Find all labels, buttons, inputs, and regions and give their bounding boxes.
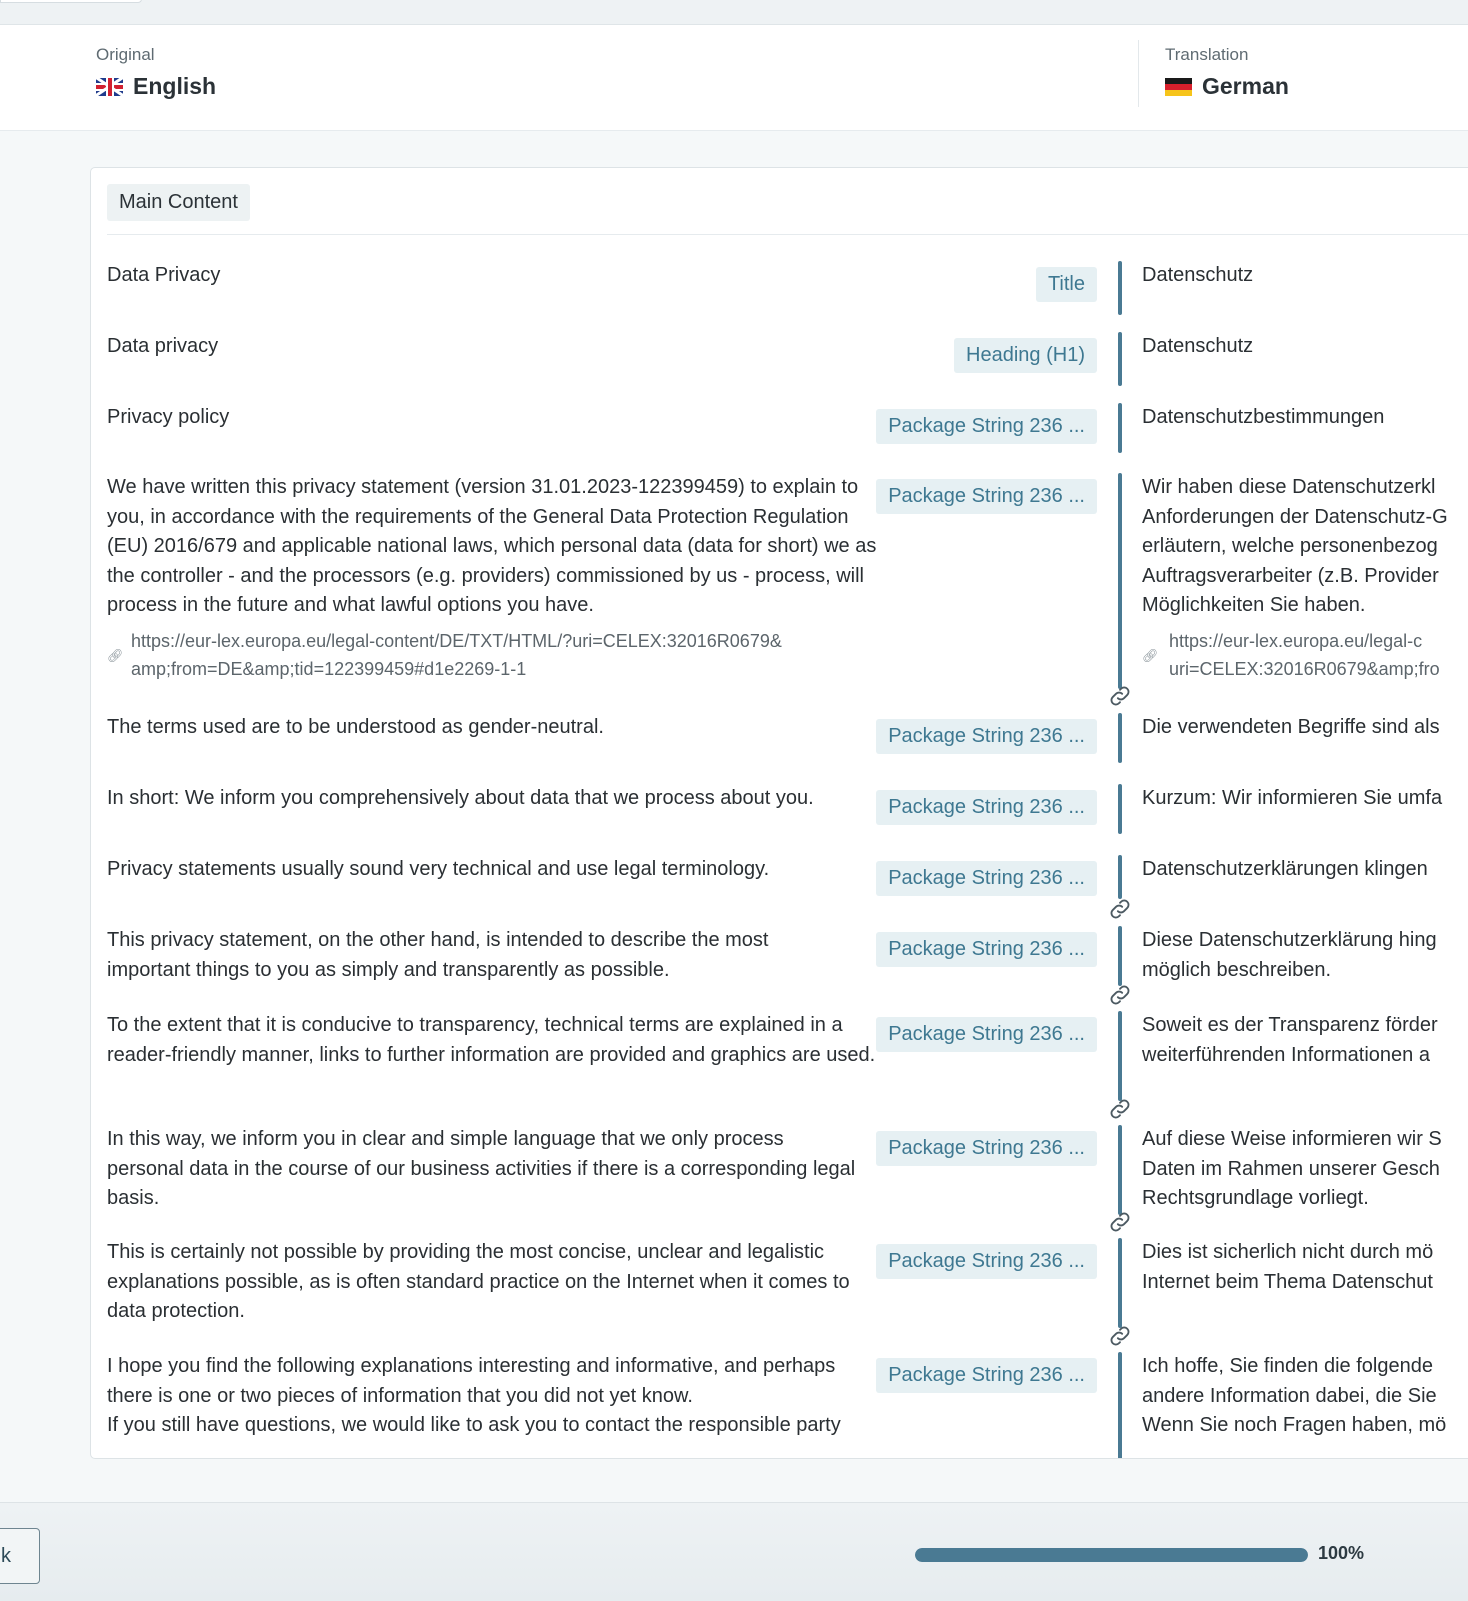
source-text (107, 1352, 877, 1441)
segment-bar (1118, 1011, 1122, 1101)
target-line: möglich beschreiben. (1142, 958, 1331, 981)
target-link-url: https://eur-lex.europa.eu/legal-c (1169, 631, 1423, 651)
target-link[interactable] (1142, 627, 1468, 683)
link-chain-icon[interactable] (1107, 896, 1133, 922)
segment-bar (1118, 1125, 1122, 1215)
target-text[interactable] (1142, 926, 1468, 985)
segment-bar (1118, 1352, 1122, 1459)
target-text[interactable]: Datenschutz (1142, 264, 1254, 286)
target-line: Dies ist sicherlich nicht durch mö (1142, 1241, 1434, 1263)
target-line: weiterführenden Informationen a (1142, 1043, 1430, 1066)
source-line: If you still have questions, we would like to ask you to contact the responsible party (107, 1414, 841, 1436)
source-text: In this way, we inform you in clear and simple language that we only process personal data in the course of our business activities if there is a corresponding legal basis. (107, 1128, 856, 1209)
segment-bar (1118, 713, 1122, 763)
top-tab-stub[interactable] (0, 0, 142, 3)
original-language (96, 45, 216, 100)
target-line: Soweit es der Transparenz förder (1142, 1014, 1438, 1036)
segment-tag: Package String 236 ... (876, 1358, 1097, 1393)
target-text[interactable]: Datenschutz (1142, 335, 1254, 357)
segment-tag: Package String 236 ... (876, 932, 1097, 967)
target-line: Rechtsgrundlage vorliegt. (1142, 1187, 1369, 1209)
original-language-name: English (133, 73, 217, 99)
target-text[interactable] (1142, 1125, 1468, 1214)
segment-tag: Package String 236 ... (876, 719, 1097, 754)
segment-tag: Package String 236 ... (876, 1244, 1097, 1279)
link-chain-icon[interactable] (1107, 1323, 1133, 1349)
link-chain-icon[interactable] (1107, 683, 1133, 709)
segment-tag: Package String 236 ... (876, 861, 1097, 896)
segment-bar (1118, 403, 1122, 453)
target-line: Möglichkeiten Sie haben. (1142, 594, 1366, 616)
segment-tag: Package String 236 ... (876, 1131, 1097, 1166)
translation-caption: Translation (1165, 45, 1249, 64)
link-chain-icon[interactable] (1107, 1209, 1133, 1235)
target-text[interactable] (1142, 1352, 1468, 1441)
target-text[interactable]: Kurzum: Wir informieren Sie umfa (1142, 787, 1443, 809)
source-text: Data Privacy (107, 264, 221, 286)
translation-language-name: German (1202, 73, 1289, 99)
original-caption: Original (96, 45, 155, 64)
target-line: Diese Datenschutzerklärung hing (1142, 929, 1437, 951)
segment-bar (1118, 332, 1122, 386)
segment-bar (1118, 784, 1122, 834)
source-text: This privacy statement, on the other hand, is intended to describe the most important things to you as simply and transparently as possible. (107, 929, 769, 981)
segment-tag: Package String 236 ... (876, 1017, 1097, 1052)
segment-list (91, 168, 1468, 1458)
top-bar (0, 0, 1468, 25)
target-text[interactable]: Die verwendeten Begriffe sind als (1142, 716, 1440, 738)
target-text[interactable] (1142, 1238, 1468, 1297)
source-text: Privacy statements usually sound very technical and use legal terminology. (107, 858, 770, 880)
link-icon: 🔗︎ (1142, 648, 1159, 663)
translation-language (1165, 45, 1289, 100)
target-line: Internet beim Thema Datenschut (1142, 1270, 1433, 1293)
source-text: This is certainly not possible by providing the most concise, unclear and legalistic explanations possible, as is often standard practice on the Internet when it comes to data protection. (107, 1241, 850, 1322)
source-text: The terms used are to be understood as gender-neutral. (107, 716, 604, 738)
target-text[interactable]: Datenschutzerklärungen klingen (1142, 858, 1428, 880)
progress-bar (915, 1548, 1308, 1562)
progress-fill (915, 1548, 1308, 1562)
segment-bar (1118, 261, 1122, 315)
flag-uk-icon (96, 78, 123, 96)
segment-tag: Package String 236 ... (876, 790, 1097, 825)
link-chain-icon[interactable] (1107, 982, 1133, 1008)
target-line: Wenn Sie noch Fragen haben, mö (1142, 1414, 1447, 1436)
segment-bar (1118, 1238, 1122, 1328)
segment-tag: Package String 236 ... (876, 409, 1097, 444)
target-line: Daten im Rahmen unserer Gesch (1142, 1157, 1440, 1180)
content-card (90, 167, 1468, 1459)
target-text[interactable] (1142, 1011, 1468, 1070)
target-line: Ich hoffe, Sie finden die folgende (1142, 1355, 1433, 1377)
target-line: Wir haben diese Datenschutzerkl (1142, 476, 1436, 498)
back-button[interactable]: k (0, 1528, 40, 1584)
language-divider (1138, 40, 1139, 107)
source-text: Data privacy (107, 335, 219, 357)
flag-germany-icon (1165, 78, 1192, 96)
link-chain-icon[interactable] (1107, 1096, 1133, 1122)
source-line: I hope you find the following explanations interesting and informative, and perhaps there is one or two pieces of information that you did not yet know. (107, 1355, 836, 1407)
segment-tag: Package String 236 ... (876, 479, 1097, 514)
target-line: andere Information dabei, die Sie (1142, 1384, 1437, 1407)
source-link[interactable] (107, 627, 791, 683)
source-text: In short: We inform you comprehensively about data that we process about you. (107, 787, 814, 809)
segment-tag: Title (1036, 267, 1097, 302)
source-link-url: https://eur-lex.europa.eu/legal-content/DE/TXT/HTML/?uri=CELEX:32016R0679&amp;from=DE&amp;tid=122399459#d1e2269-1-1 (131, 631, 782, 679)
source-text: To the extent that it is conducive to transparency, technical terms are explained in a reader-friendly manner, links to further information are provided and graphics are used. (107, 1014, 876, 1066)
target-link-url: uri=CELEX:32016R0679&amp;fro (1169, 659, 1440, 679)
segment-bar (1118, 926, 1122, 986)
segment-bar (1118, 855, 1122, 899)
progress-label: 100% (1318, 1543, 1365, 1563)
source-text: Privacy policy (107, 406, 230, 428)
footer-bar (0, 1502, 1468, 1601)
segment-bar (1118, 473, 1122, 689)
language-header (0, 25, 1468, 131)
link-icon: 🔗︎ (107, 648, 124, 663)
target-line: Auf diese Weise informieren wir S (1142, 1128, 1442, 1150)
source-text: We have written this privacy statement (version 31.01.2023-122399459) to explain to you, in accordance with the requirements of the General Data Protection Regulation (EU) 2016/679 and applicable national laws, which personal data (data for short) we as the controller - and the processors (e.g. providers) commissioned by us - process, will process in the future and what lawful options you have. (107, 476, 877, 616)
target-line: erläutern, welche personenbezog (1142, 535, 1438, 557)
segment-tag: Heading (H1) (954, 338, 1097, 373)
section-label: Main Content (107, 184, 250, 221)
target-line: Auftragsverarbeiter (z.B. Provider (1142, 564, 1439, 587)
target-line: Anforderungen der Datenschutz-G (1142, 505, 1448, 528)
target-text[interactable] (1142, 473, 1468, 621)
target-text[interactable]: Datenschutzbestimmungen (1142, 406, 1385, 428)
